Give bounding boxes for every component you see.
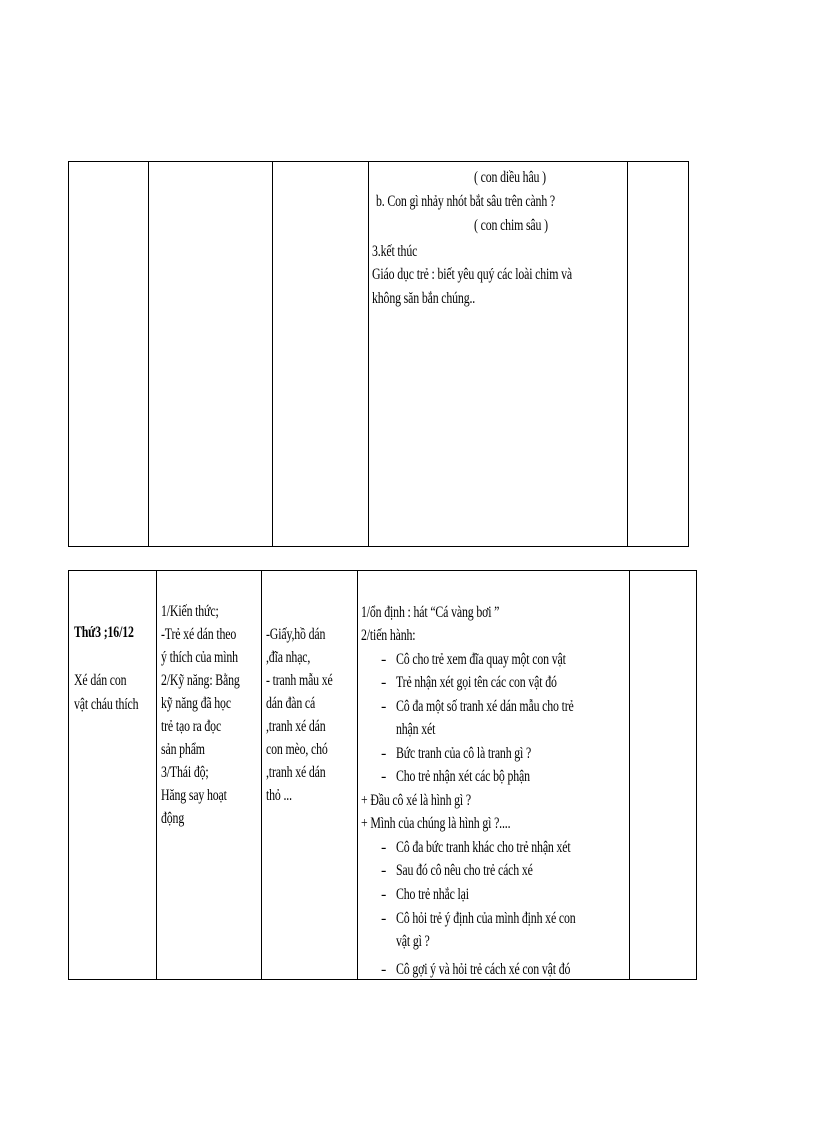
activity-item-continued: vật gì ? <box>396 933 430 950</box>
activity-item: Cô hỏi trẻ ý định của mình định xé con <box>396 910 576 927</box>
activity-item: Cho trẻ nhận xét các bộ phận <box>396 768 530 785</box>
activity-item: Trẻ nhận xét gọi tên các con vật đó <box>396 674 557 691</box>
bullet-dash: - <box>381 745 387 762</box>
goal-line: ý thích của mình <box>161 649 238 666</box>
process-heading: 2/tiến hành: <box>361 627 416 644</box>
column-divider <box>156 571 157 979</box>
day-label: Thứ3 ;16/12 <box>74 624 134 641</box>
material-line: ,tranh xé dán <box>266 718 326 735</box>
goal-line: 2/Kỹ năng: Bằng <box>161 672 240 689</box>
activity-item: Cô đa bức tranh khác cho trẻ nhận xét <box>396 839 571 856</box>
bullet-dash: - <box>381 910 387 927</box>
material-line: con mèo, chó <box>266 741 328 758</box>
content-line: Giáo dục trẻ : biết yêu quý các loài chim và <box>372 266 572 283</box>
lesson-table <box>68 570 697 980</box>
question-line: + Đầu cô xé là hình gì ? <box>361 792 471 809</box>
topic-line: vật cháu thích <box>74 696 139 713</box>
opening-line: 1/ổn định : hát “Cá vàng bơi ” <box>361 604 500 621</box>
bullet-dash: - <box>381 674 387 691</box>
material-line: thỏ ... <box>266 787 292 804</box>
bullet-dash: - <box>381 651 387 668</box>
bullet-dash: - <box>381 862 387 879</box>
column-divider <box>629 571 630 979</box>
goal-line: sản phẩm <box>161 741 205 758</box>
column-divider <box>627 162 628 546</box>
activity-item: Cho trẻ nhắc lại <box>396 886 469 903</box>
goal-line: trẻ tạo ra đọc <box>161 718 222 735</box>
section-heading: 3.kết thúc <box>372 243 418 260</box>
activity-item: Cô cho trẻ xem đĩa quay một con vật <box>396 651 566 668</box>
material-line: -Giấy,hồ dán <box>266 626 326 643</box>
activity-item: Bức tranh của cô là tranh gì ? <box>396 745 532 762</box>
activity-item: Sau đó cô nêu cho trẻ cách xé <box>396 862 533 879</box>
goal-line: động <box>161 810 185 827</box>
goal-line: -Trẻ xé dán theo <box>161 626 237 643</box>
activity-item: Cô gợi ý và hỏi trẻ cách xé con vật đó <box>396 961 571 978</box>
bullet-dash: - <box>381 839 387 856</box>
answer-text: ( con chim sâu ) <box>474 217 548 234</box>
bullet-dash: - <box>381 961 387 978</box>
column-divider <box>368 162 369 546</box>
goal-line: kỹ năng đã học <box>161 695 231 712</box>
material-line: dán đàn cá <box>266 695 316 712</box>
lesson-table-continued <box>68 161 689 547</box>
bullet-dash: - <box>381 768 387 785</box>
column-divider <box>357 571 358 979</box>
content-line: không săn bắn chúng.. <box>372 290 476 307</box>
column-divider <box>261 571 262 979</box>
material-line: ,đĩa nhạc, <box>266 649 311 666</box>
bullet-dash: - <box>381 698 387 715</box>
activity-item-continued: nhận xét <box>396 721 436 738</box>
question-text: b. Con gì nhảy nhót bắt sâu trên cành ? <box>376 193 556 210</box>
answer-text: ( con diều hâu ) <box>474 169 546 186</box>
activity-item: Cô đa một số tranh xé dán mẫu cho trẻ <box>396 698 574 715</box>
goal-line: 3/Thái độ; <box>161 764 209 781</box>
material-line: ,tranh xé dán <box>266 764 326 781</box>
goal-line: Hăng say hoạt <box>161 787 227 804</box>
bullet-dash: - <box>381 886 387 903</box>
goal-line: 1/Kiến thức; <box>161 603 219 620</box>
topic-line: Xé dán con <box>74 672 127 689</box>
question-line: + Mình của chúng là hình gì ?.... <box>361 815 511 832</box>
column-divider <box>148 162 149 546</box>
column-divider <box>272 162 273 546</box>
material-line: - tranh mẫu xé <box>266 672 333 689</box>
